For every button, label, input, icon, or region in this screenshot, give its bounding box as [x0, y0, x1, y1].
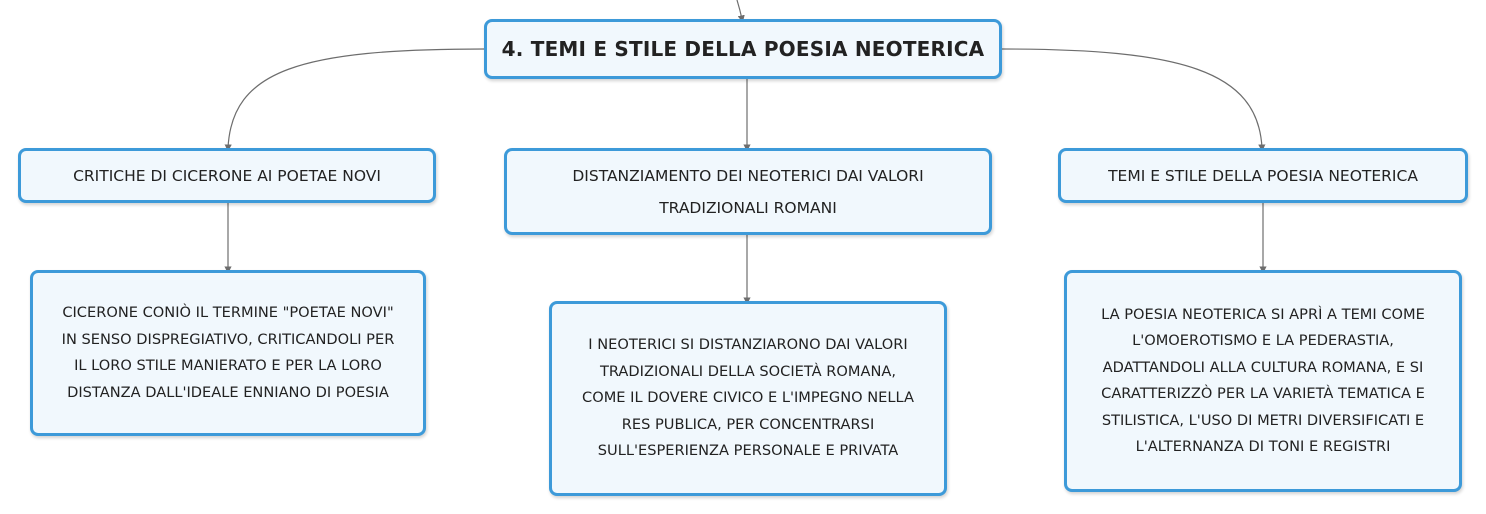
- branch-label-line: DISTANZIAMENTO DEI NEOTERICI DAI VALORI: [572, 166, 924, 185]
- detail-line: ADATTANDOLI ALLA CULTURA ROMANA, E SI: [1102, 358, 1424, 376]
- detail-line: IL LORO STILE MANIERATO E PER LA LORO: [74, 357, 382, 374]
- connector-root-branch-3: [1002, 49, 1262, 148]
- branch-temi-stile[interactable]: [1058, 148, 1468, 203]
- detail-line: L'ALTERNANZA DI TONI E REGISTRI: [1135, 438, 1391, 455]
- detail-line: SULL'ESPERIENZA PERSONALE E PRIVATA: [597, 442, 899, 460]
- branch-label: TEMI E STILE DELLA POESIA NEOTERICA: [1108, 166, 1418, 185]
- branch-critiche-cicerone[interactable]: [18, 148, 436, 203]
- detail-text: [62, 300, 395, 406]
- branch-label: [572, 160, 923, 224]
- detail-line: L'OMOEROTISMO E LA PEDERASTIA,: [1132, 332, 1394, 349]
- detail-line: COME IL DOVERE CIVICO E L'IMPEGNO NELLA: [582, 389, 914, 407]
- detail-line: CICERONE CONIÒ IL TERMINE "POETAE NOVI": [62, 304, 394, 321]
- connector-root-branch-1: [228, 49, 484, 148]
- root-topic-label: 4. TEMI E STILE DELLA POESIA NEOTERICA: [501, 37, 985, 61]
- root-topic[interactable]: [484, 19, 1002, 79]
- detail-distanziamento-valori[interactable]: [549, 301, 947, 496]
- detail-line: IN SENSO DISPREGIATIVO, CRITICANDOLI PER: [61, 330, 395, 348]
- detail-line: RES PUBLICA, PER CONCENTRARSI: [621, 415, 875, 433]
- detail-line: DISTANZA DALL'IDEALE ENNIANO DI POESIA: [67, 383, 389, 401]
- detail-text: [582, 332, 914, 465]
- detail-temi-stile[interactable]: [1064, 270, 1462, 492]
- detail-critiche-cicerone[interactable]: [30, 270, 426, 436]
- branch-label-line: TRADIZIONALI ROMANI: [659, 198, 837, 217]
- detail-line: I NEOTERICI SI DISTANZIARONO DAI VALORI: [588, 336, 908, 354]
- detail-line: STILISTICA, L'USO DI METRI DIVERSIFICATI E: [1101, 411, 1425, 429]
- branch-distanziamento-valori[interactable]: [504, 148, 992, 235]
- branch-label: CRITICHE DI CICERONE AI POETAE NOVI: [73, 166, 381, 185]
- detail-text: [1101, 302, 1425, 461]
- detail-line: CARATTERIZZÒ PER LA VARIETÀ TEMATICA E: [1101, 385, 1425, 402]
- connector-from-parent: [737, 0, 742, 19]
- detail-line: TRADIZIONALI DELLA SOCIETÀ ROMANA,: [599, 362, 897, 380]
- detail-line: LA POESIA NEOTERICA SI APRÌ A TEMI COME: [1101, 305, 1425, 323]
